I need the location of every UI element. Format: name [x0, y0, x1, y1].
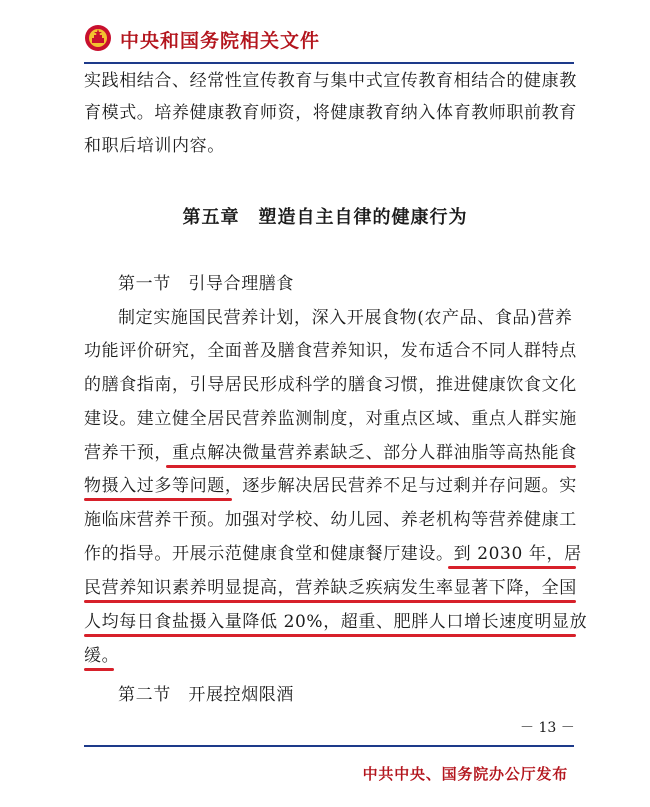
highlighted-text: 重点解决微量营养素缺乏、部分人群油脂等高热能食	[172, 443, 577, 463]
publisher-label: 中共中央、国务院办公厅发布	[362, 765, 568, 783]
text-segment: ，逐步解决居民营养不足与过剩并存问题。实	[224, 476, 577, 496]
header-title: 中央和国务院相关文件	[120, 30, 321, 52]
national-emblem-icon	[84, 24, 112, 52]
body-text-line: 制定实施国民营养计划，深入开展食物(农产品、食品)营养	[118, 308, 573, 328]
body-text-line: 的膳食指南，引导居民形成科学的膳食习惯，推进健康饮食文化	[84, 375, 577, 395]
body-text-line: 建设。建立健全居民营养监测制度，对重点区域、重点人群实施	[84, 409, 577, 429]
red-underline	[166, 465, 576, 468]
highlighted-text: 到 2030 年，居	[453, 544, 582, 564]
document-header	[84, 22, 574, 62]
body-text-line: 育模式。培养健康教育师资，将健康教育纳入体育教师职前教育	[84, 103, 577, 123]
red-underline	[84, 600, 576, 603]
page-number: － 13 －	[520, 720, 575, 736]
red-underline	[448, 566, 576, 569]
footer-divider	[84, 745, 574, 747]
body-text-line	[84, 475, 577, 497]
highlighted-text-line: 民营养知识素养明显提高，营养缺乏疾病发生率显著下降，全国	[84, 578, 577, 598]
body-text-line: 施临床营养干预。加强对学校、幼儿园、养老机构等营养健康工	[84, 510, 577, 530]
highlighted-text: 物摄入过多等问题	[84, 476, 225, 496]
header-divider	[84, 62, 574, 64]
body-text-line: 实践相结合、经常性宣传教育与集中式宣传教育相结合的健康教	[84, 71, 577, 91]
body-text-line: 和职后培训内容。	[84, 136, 225, 156]
red-underline	[84, 668, 114, 671]
red-underline	[84, 498, 232, 501]
section-heading: 第二节 开展控烟限酒	[118, 685, 294, 705]
body-text-line	[84, 543, 582, 565]
body-text-line: 功能评价研究，全面普及膳食营养知识，发布适合不同人群特点	[84, 341, 577, 361]
text-segment: 营养干预，	[84, 443, 172, 463]
chapter-title: 第五章 塑造自主自律的健康行为	[182, 207, 468, 228]
red-underline	[84, 634, 576, 637]
highlighted-text-line: 人均每日食盐摄入量降低 20%，超重、肥胖人口增长速度明显放	[84, 612, 588, 632]
body-text-line	[84, 442, 577, 464]
highlighted-text-line: 缓。	[84, 646, 120, 666]
text-segment: 作的指导。开展示范健康食堂和健康餐厅建设。	[84, 544, 454, 564]
section-heading: 第一节 引导合理膳食	[118, 274, 294, 294]
